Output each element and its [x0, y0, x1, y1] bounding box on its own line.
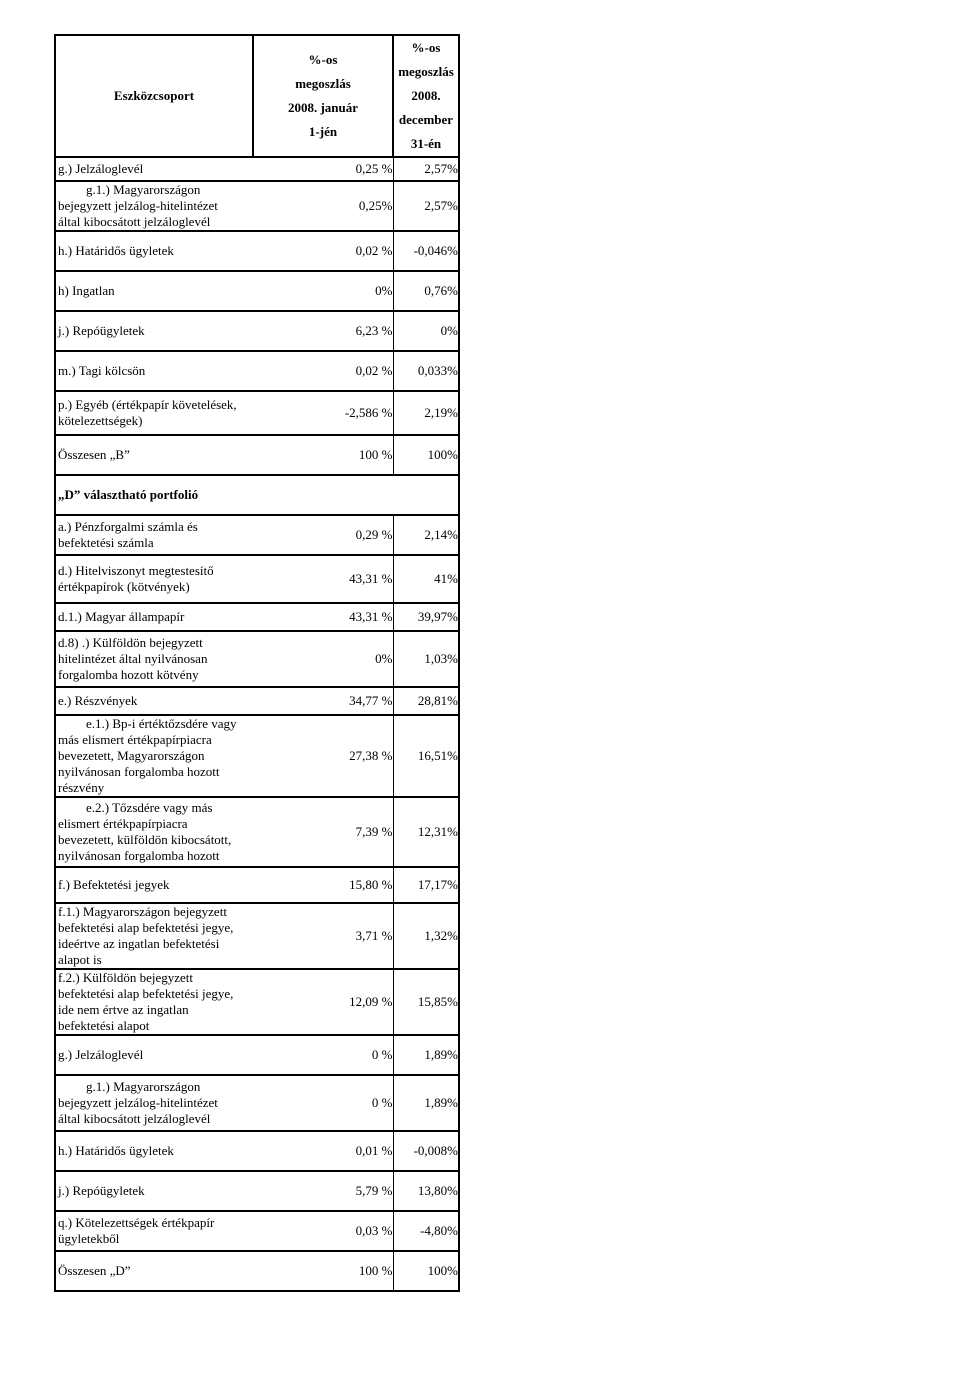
value-dec: -0,046%	[393, 231, 459, 271]
row-label-line: q.) Kötelezettségek értékpapír	[58, 1215, 215, 1230]
table-row	[55, 603, 459, 631]
row-label-line: bejegyzett jelzálog-hitelintézet	[58, 198, 218, 213]
header-share-dec-line: %-os	[411, 40, 441, 55]
header-share-jan-line: 2008. január	[287, 100, 359, 115]
row-label-line: „D” választható portfolió	[58, 487, 199, 502]
value-jan: 0,02 %	[253, 351, 393, 391]
row-label	[55, 1211, 253, 1251]
value-jan: 15,80 %	[253, 867, 393, 903]
value-dec: -4,80%	[393, 1211, 459, 1251]
row-label-line: g.) Jelzáloglevél	[58, 1047, 144, 1062]
value-jan: 100 %	[253, 435, 393, 475]
row-label-line: j.) Repóügyletek	[58, 1183, 145, 1198]
row-label-line: befektetési alap befektetési jegye,	[58, 920, 234, 935]
row-label	[55, 631, 253, 687]
value-jan: 43,31 %	[253, 603, 393, 631]
table-row	[55, 157, 459, 181]
row-label-line: m.) Tagi kölcsön	[58, 363, 146, 378]
row-label-line: értékpapírok (kötvények)	[58, 579, 190, 594]
table-row	[55, 435, 459, 475]
row-label	[55, 181, 253, 231]
row-label-line: kötelezettségek)	[58, 413, 143, 428]
asset-allocation-table	[54, 34, 460, 1292]
row-label-line: forgalomba hozott kötvény	[58, 667, 199, 682]
row-label	[55, 969, 253, 1035]
row-label-line: részvény	[58, 780, 105, 795]
table-row	[55, 515, 459, 555]
row-label-line: más elismert értékpapírpiacra	[58, 732, 212, 747]
value-dec: 2,57%	[393, 181, 459, 231]
header-share-dec-line: 31-én	[410, 136, 442, 151]
row-label	[55, 231, 253, 271]
row-label	[55, 715, 253, 797]
header-share-dec	[393, 35, 459, 157]
value-jan: 6,23 %	[253, 311, 393, 351]
row-label-line: Összesen „D”	[58, 1263, 131, 1278]
row-label	[55, 797, 253, 867]
row-label-line: f.) Befektetési jegyek	[58, 877, 170, 892]
row-label-line: f.1.) Magyarországon bejegyzett	[58, 904, 227, 919]
row-label-line: d.1.) Magyar állampapír	[58, 609, 185, 624]
row-label-line: nyilvánosan forgalomba hozott	[58, 848, 220, 863]
row-label-line: befektetési alapot	[58, 1018, 150, 1033]
row-label-line: bevezetett, Magyarországon	[58, 748, 205, 763]
value-dec: -0,008%	[393, 1131, 459, 1171]
table-header-row	[55, 35, 459, 157]
value-dec: 1,32%	[393, 903, 459, 969]
row-label	[55, 687, 253, 715]
value-jan: 0 %	[253, 1035, 393, 1075]
table-row	[55, 797, 459, 867]
value-dec: 39,97%	[393, 603, 459, 631]
row-label	[55, 1131, 253, 1171]
table-row	[55, 311, 459, 351]
table-row	[55, 391, 459, 435]
value-jan: 12,09 %	[253, 969, 393, 1035]
value-dec: 15,85%	[393, 969, 459, 1035]
row-label	[55, 1171, 253, 1211]
value-jan: 100 %	[253, 1251, 393, 1291]
row-label	[55, 435, 253, 475]
value-jan: 0%	[253, 631, 393, 687]
header-share-dec-line: 2008.	[411, 88, 441, 103]
row-label-line: bevezetett, külföldön kibocsátott,	[58, 832, 232, 847]
table-row	[55, 1075, 459, 1131]
row-label-line: nyilvánosan forgalomba hozott	[58, 764, 220, 779]
row-label	[55, 603, 253, 631]
row-label-line: e.1.) Bp-i értéktőzsdére vagy	[86, 716, 237, 731]
header-share-jan-line: megoszlás	[295, 76, 351, 91]
value-jan: 0%	[253, 271, 393, 311]
header-asset-group: Eszközcsoport	[55, 35, 253, 157]
table-row	[55, 969, 459, 1035]
table-row	[55, 687, 459, 715]
row-label-line: Összesen „B”	[58, 447, 130, 462]
value-dec: 12,31%	[393, 797, 459, 867]
table-row	[55, 181, 459, 231]
row-label-line: által kibocsátott jelzáloglevél	[58, 1111, 211, 1126]
table-row	[55, 271, 459, 311]
table-row	[55, 903, 459, 969]
value-dec: 41%	[393, 555, 459, 603]
row-label-line: elismert értékpapírpiacra	[58, 816, 188, 831]
value-dec: 17,17%	[393, 867, 459, 903]
value-dec: 1,03%	[393, 631, 459, 687]
row-label-line: befektetési alap befektetési jegye,	[58, 986, 234, 1001]
table-row	[55, 555, 459, 603]
table-row	[55, 475, 459, 515]
row-label-line: ideértve az ingatlan befektetési	[58, 936, 220, 951]
table-row	[55, 351, 459, 391]
value-dec: 0,76%	[393, 271, 459, 311]
value-jan: 0 %	[253, 1075, 393, 1131]
table-row	[55, 1251, 459, 1291]
header-share-dec-line: december	[398, 112, 454, 127]
row-label-line: h) Ingatlan	[58, 283, 115, 298]
row-label-line: hitelintézet által nyilvánosan	[58, 651, 208, 666]
header-share-jan	[253, 35, 393, 157]
value-jan: 0,03 %	[253, 1211, 393, 1251]
table-row	[55, 1171, 459, 1211]
row-label-line: ide nem értve az ingatlan	[58, 1002, 189, 1017]
row-label-line: f.2.) Külföldön bejegyzett	[58, 970, 194, 985]
row-label-line: e.) Részvények	[58, 693, 138, 708]
row-label-line: alapot is	[58, 952, 102, 967]
row-label	[55, 157, 253, 181]
row-label-line: h.) Határidős ügyletek	[58, 1143, 174, 1158]
row-label-line: d.8) .) Külföldön bejegyzett	[58, 635, 203, 650]
row-label	[55, 311, 253, 351]
row-label	[55, 475, 459, 515]
row-label-line: a.) Pénzforgalmi számla és	[58, 519, 198, 534]
value-dec: 28,81%	[393, 687, 459, 715]
row-label-line: d.) Hitelviszonyt megtestesítő	[58, 563, 214, 578]
table-row	[55, 231, 459, 271]
value-jan: 7,39 %	[253, 797, 393, 867]
row-label	[55, 555, 253, 603]
value-dec: 100%	[393, 435, 459, 475]
table-row	[55, 631, 459, 687]
row-label-line: által kibocsátott jelzáloglevél	[58, 214, 211, 229]
value-dec: 16,51%	[393, 715, 459, 797]
value-dec: 13,80%	[393, 1171, 459, 1211]
row-label-line: h.) Határidős ügyletek	[58, 243, 174, 258]
value-dec: 2,57%	[393, 157, 459, 181]
row-label	[55, 1251, 253, 1291]
row-label	[55, 903, 253, 969]
header-share-dec-line: megoszlás	[398, 64, 454, 79]
table-body	[55, 157, 459, 1291]
value-jan: 34,77 %	[253, 687, 393, 715]
row-label	[55, 1035, 253, 1075]
value-jan: 0,25 %	[253, 157, 393, 181]
value-jan: 3,71 %	[253, 903, 393, 969]
header-share-jan-line: %-os	[308, 52, 338, 67]
value-jan: 5,79 %	[253, 1171, 393, 1211]
row-label-line: j.) Repóügyletek	[58, 323, 145, 338]
row-label-line: p.) Egyéb (értékpapír követelések,	[58, 397, 237, 412]
row-label	[55, 351, 253, 391]
value-dec: 2,14%	[393, 515, 459, 555]
table-row	[55, 1035, 459, 1075]
value-dec: 0,033%	[393, 351, 459, 391]
header-share-jan-line: 1-jén	[308, 124, 338, 139]
value-dec: 100%	[393, 1251, 459, 1291]
value-dec: 2,19%	[393, 391, 459, 435]
table-row	[55, 715, 459, 797]
row-label-line: g.1.) Magyarországon	[86, 182, 201, 197]
row-label-line: g.1.) Magyarországon	[86, 1079, 201, 1094]
row-label-line: e.2.) Tőzsdére vagy más	[86, 800, 213, 815]
value-jan: 0,02 %	[253, 231, 393, 271]
value-jan: 0,29 %	[253, 515, 393, 555]
row-label-line: g.) Jelzáloglevél	[58, 161, 144, 176]
row-label-line: bejegyzett jelzálog-hitelintézet	[58, 1095, 218, 1110]
row-label	[55, 1075, 253, 1131]
row-label	[55, 271, 253, 311]
value-dec: 1,89%	[393, 1075, 459, 1131]
row-label	[55, 867, 253, 903]
table-row	[55, 1131, 459, 1171]
value-dec: 0%	[393, 311, 459, 351]
table-row	[55, 1211, 459, 1251]
allocation-table-container	[54, 34, 458, 1292]
value-jan: 43,31 %	[253, 555, 393, 603]
value-jan: 0,01 %	[253, 1131, 393, 1171]
value-dec: 1,89%	[393, 1035, 459, 1075]
row-label-line: befektetési számla	[58, 535, 154, 550]
value-jan: -2,586 %	[253, 391, 393, 435]
row-label	[55, 391, 253, 435]
row-label-line: ügyletekből	[58, 1231, 120, 1246]
table-row	[55, 867, 459, 903]
row-label	[55, 515, 253, 555]
value-jan: 27,38 %	[253, 715, 393, 797]
value-jan: 0,25%	[253, 181, 393, 231]
